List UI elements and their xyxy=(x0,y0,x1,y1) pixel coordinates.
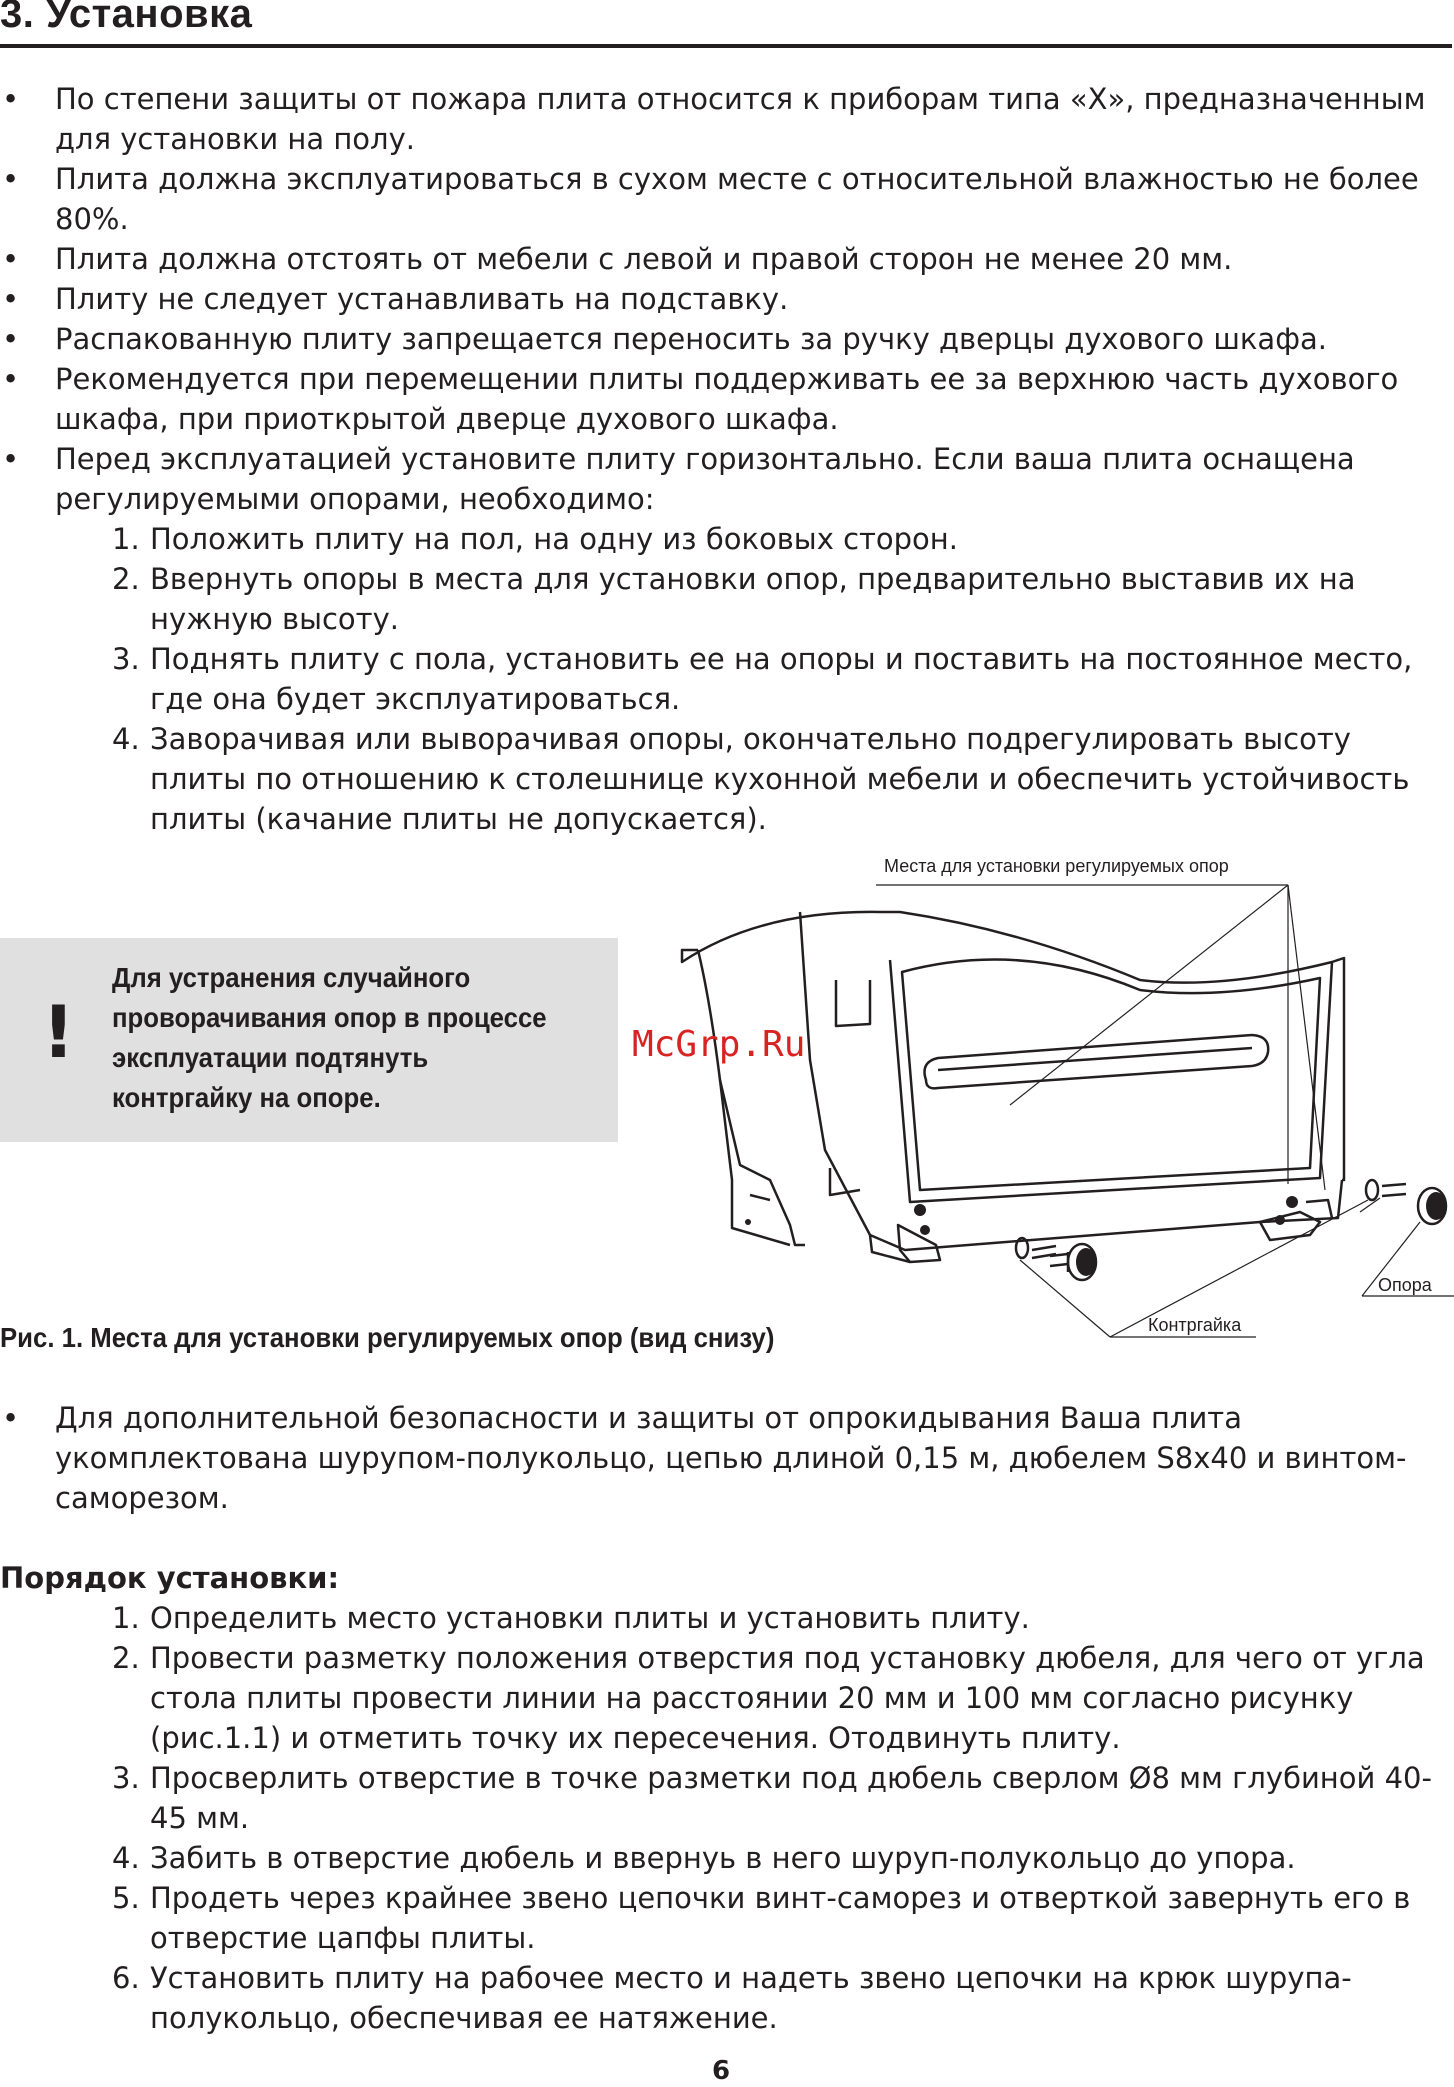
warning-note-text: Для устранения случайного проворачивания опор в процессе эксплуатации подтянуть контргайку на опоре. xyxy=(112,962,547,1113)
list-item: • Плиту не следует устанавливать на подставку. xyxy=(0,279,1440,319)
figure-caption: Рис. 1. Места для установки регулируемых опор (вид снизу) xyxy=(0,1322,775,1353)
label-support: Опора xyxy=(1378,1275,1432,1295)
list-item: • Плита должна отстоять от мебели с левой и правой сторон не менее 20 мм. xyxy=(0,239,1440,279)
step-item: 3. Просверлить отверстие в точке разметки под дюбель сверлом Ø8 мм глубиной 40-45 мм. xyxy=(112,1761,1432,1835)
leveling-steps xyxy=(0,519,1440,839)
safety-list xyxy=(0,1398,1440,1518)
step-item: 1. Определить место установки плиты и установить плиту. xyxy=(112,1601,1030,1635)
step-item: 5. Продеть через крайнее звено цепочки винт-саморез и отверткой завернуть его в отверстие цапфы плиты. xyxy=(112,1881,1411,1955)
watermark: McGrp.Ru xyxy=(632,1024,806,1065)
install-heading: Порядок установки: xyxy=(0,1561,340,1595)
step-item: 1. Положить плиту на пол, на одну из боковых сторон. xyxy=(112,522,958,556)
list-item: • Перед эксплуатацией установите плиту горизонтально. Если ваша плита оснащена регулируемыми опорами, необходимо: 1. Положить плиту на пол, на одну из боковых сторон. 2. Ввернуть опоры в места для установки опор, предварительно выставив их на нужную высоту. 3. Поднять плиту с пола, установить ее на опоры и поставить на постоянное место, где она будет эксплуатироваться. 4. Заворачивая или выворачивая опоры, окончательно подрегулировать высоту плиты по отношению к столешнице кухонной мебели и обеспечить устойчивость плиты (качание плиты не допускается). xyxy=(0,439,1440,839)
label-locknut: Контргайка xyxy=(1148,1315,1242,1335)
section-heading: 3. Установка xyxy=(0,0,253,36)
step-item: 3. Поднять плиту с пола, установить ее на опоры и поставить на постоянное место, где она будет эксплуатироваться. xyxy=(112,642,1413,716)
list-item: • По степени защиты от пожара плита относится к приборам типа «Х», предназначенным для установки на полу. xyxy=(0,79,1440,159)
label-support-places: Места для установки регулируемых опор xyxy=(884,856,1229,876)
list-item: • Плита должна эксплуатироваться в сухом месте с относительной влажностью не более 80%. xyxy=(0,159,1440,239)
exclamation-icon: ! xyxy=(42,990,75,1074)
list-item: • Для дополнительной безопасности и защиты от опрокидывания Ваша плита укомплектована шурупом-полукольцо, цепью длиной 0,15 м, дюбелем S8х40 и винтом-саморезом. xyxy=(0,1398,1440,1518)
step-item: 4. Заворачивая или выворачивая опоры, окончательно подрегулировать высоту плиты по отношению к столешнице кухонной мебели и обеспечить устойчивость плиты (качание плиты не допускается). xyxy=(112,722,1410,836)
page-number: 6 xyxy=(712,2056,731,2086)
step-item: 2. Ввернуть опоры в места для установки опор, предварительно выставив их на нужную высоту. xyxy=(112,562,1356,636)
step-item: 6. Установить плиту на рабочее место и надеть звено цепочки на крюк шурупа-полукольцо, обеспечивая ее натяжение. xyxy=(112,1961,1352,2035)
install-steps xyxy=(0,1598,1440,2038)
list-item: • Распакованную плиту запрещается переносить за ручку дверцы духового шкафа. xyxy=(0,319,1440,359)
step-item: 2. Провести разметку положения отверстия под установку дюбеля, для чего от угла стола плиты провести линии на расстоянии 20 мм и 100 мм согласно рисунку (рис.1.1) и отметить точку их пересечения. Отодвинуть плиту. xyxy=(112,1641,1425,1755)
list-item: • Рекомендуется при перемещении плиты поддерживать ее за верхнюю часть духового шкафа, при приоткрытой дверце духового шкафа. xyxy=(0,359,1440,439)
stove-bottom-figure xyxy=(620,850,1454,1345)
heading-rule xyxy=(0,44,1452,48)
requirements-list xyxy=(0,79,1440,839)
step-item: 4. Забить в отверстие дюбель и ввернуь в него шуруп-полукольцо до упора. xyxy=(112,1841,1296,1875)
